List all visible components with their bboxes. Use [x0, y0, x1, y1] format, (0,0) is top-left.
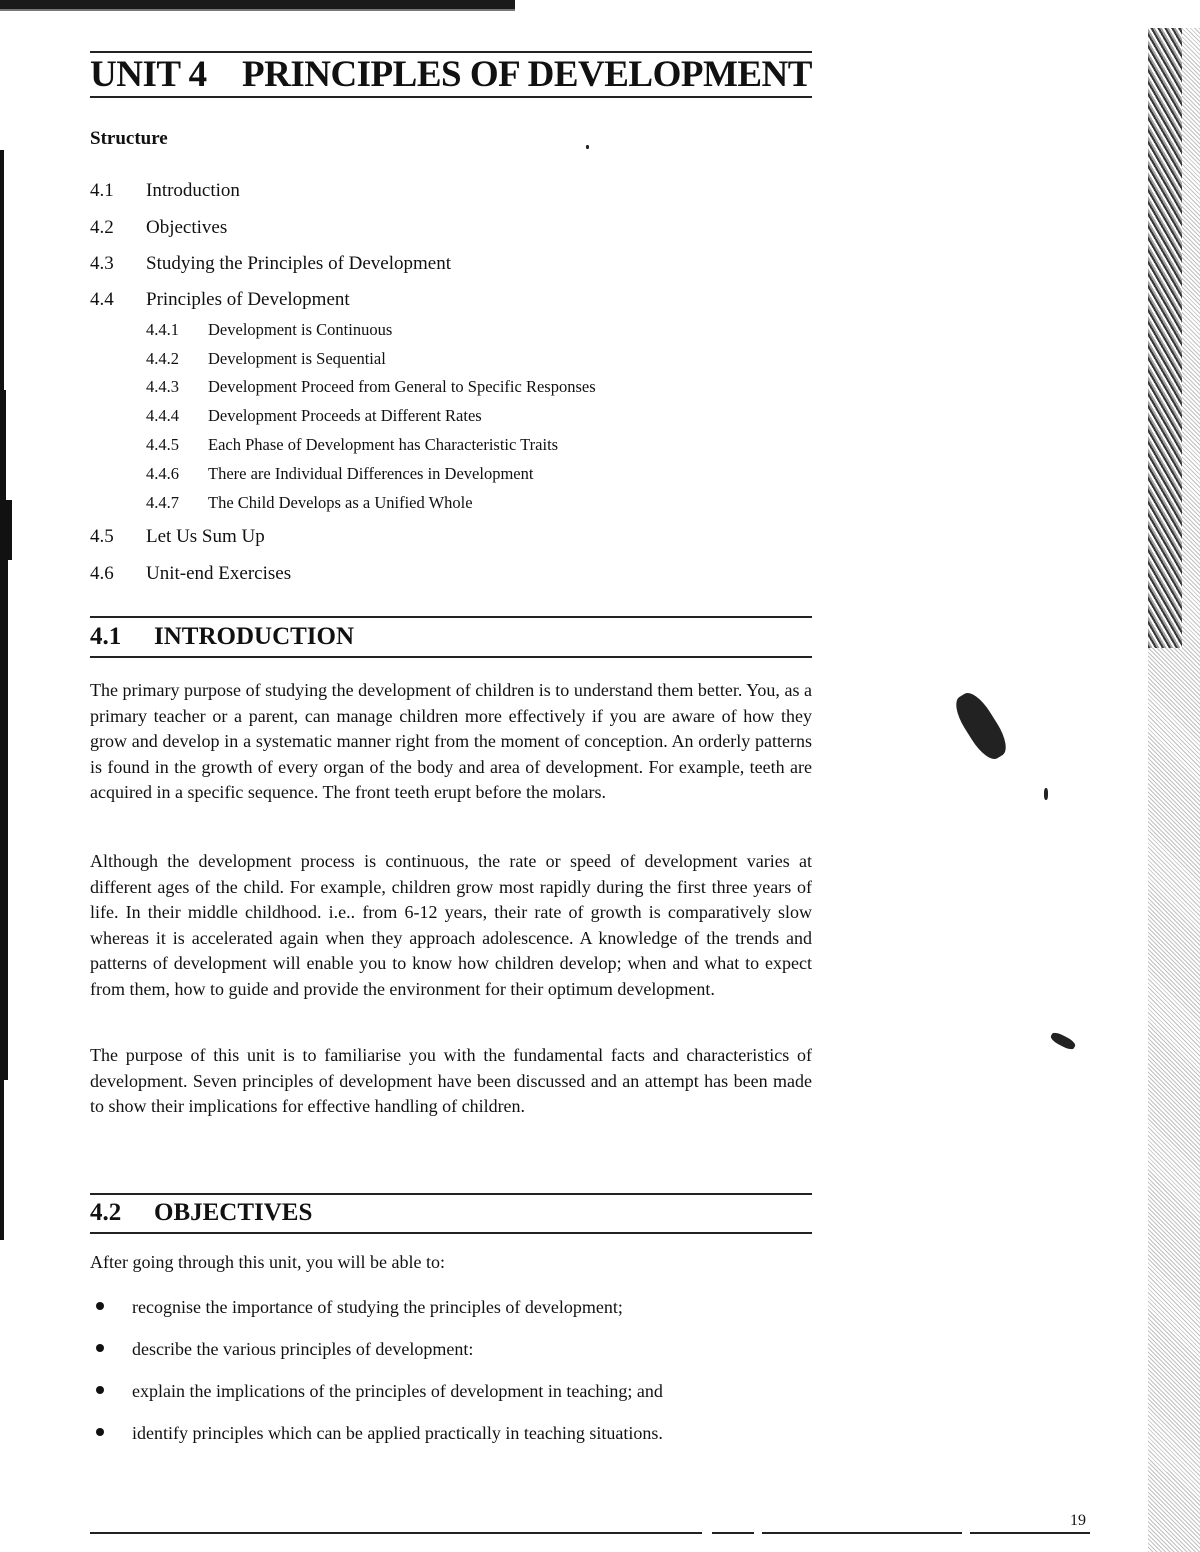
unit-title-text: PRINCIPLES OF DEVELOPMENT: [242, 54, 812, 95]
section-number: 4.1: [90, 623, 122, 650]
list-item-text: identify principles which can be applied practically in teaching situations.: [132, 1423, 663, 1443]
toc-subitem-label: There are Individual Differences in Development: [208, 464, 534, 483]
toc-item-label: Let Us Sum Up: [146, 526, 265, 547]
toc-subitem-number: 4.4.4: [146, 406, 179, 425]
toc-subitem-label: The Child Develops as a Unified Whole: [208, 493, 473, 512]
section-number: 4.2: [90, 1199, 122, 1226]
section-title: OBJECTIVES: [154, 1199, 313, 1226]
toc-item-number: 4.5: [90, 526, 114, 547]
section-top-rule: [90, 616, 812, 618]
toc-item-label: Studying the Principles of Development: [146, 253, 452, 274]
objectives-lead: After going through this unit, you will be able to:: [90, 1252, 445, 1272]
toc-item-label: Unit-end Exercises: [146, 563, 292, 584]
section-heading-objectives: [90, 1199, 312, 1227]
intro-paragraph: Although the development process is continuous, the rate or speed of development varies at different ages of the child. For example, children grow most rapidly during the first three years of life. In their middle childhood. i.e.. from 6-12 years, their rate of growth is comparatively slow whereas it is accelerated again when they approach adolescence. A knowledge of the trends and patterns of development will enable you to know how children develop; when and what to expect from them, how to guide and provide the environment for their optimum development.: [90, 851, 812, 999]
scan-speck: [586, 145, 589, 149]
intro-paragraph: The primary purpose of studying the development of children is to understand them better. You, as a primary teacher or a parent, can manage children more effectively if you are aware of how they grow and develop in a systematic manner right from the moment of conception. An orderly patterns is found in the growth of every organ of the body and area of development. For example, teeth are acquired in a specific sequence. The front teeth erupt before the molars.: [90, 680, 812, 803]
title-bottom-rule: [90, 96, 812, 98]
section-bottom-rule: [90, 656, 812, 658]
list-item: [90, 1420, 812, 1462]
list-item-text: recognise the importance of studying the principles of development;: [132, 1297, 623, 1317]
list-item-text: describe the various principles of development:: [132, 1339, 474, 1359]
list-item-text: explain the implications of the principles of development in teaching; and: [132, 1381, 663, 1401]
toc-subitem-number: 4.4.7: [146, 493, 179, 512]
scan-speck: [949, 688, 1013, 765]
toc-item-label: Objectives: [146, 217, 228, 238]
scan-right-edge: [1148, 28, 1200, 1552]
bullet-icon: [96, 1428, 104, 1436]
page-number: 19: [1070, 1512, 1086, 1529]
intro-paragraph: The purpose of this unit is to familiarise you with the fundamental facts and characteristics of development. Seven principles of development have been discussed and an attempt has been made to show their implications for effective handling of children.: [90, 1045, 812, 1117]
toc-subitem-label: Development Proceeds at Different Rates: [208, 406, 482, 425]
list-item: [90, 1336, 812, 1378]
toc-subitem-number: 4.4.1: [146, 320, 179, 339]
section-heading-introduction: [90, 623, 354, 651]
objectives-list: [90, 1294, 812, 1462]
toc-subitem-number: 4.4.3: [146, 377, 179, 396]
section-bottom-rule: [90, 1232, 812, 1234]
structure-heading: Structure: [90, 128, 168, 149]
toc-item-number: 4.4: [90, 289, 114, 310]
toc-item-number: 4.3: [90, 253, 114, 274]
toc-subitem-label: Development is Continuous: [208, 320, 393, 339]
toc-item-label: Introduction: [146, 180, 240, 201]
toc-subitem-number: 4.4.2: [146, 349, 179, 368]
toc-item-label: Principles of Development: [146, 289, 350, 310]
list-item: [90, 1378, 812, 1420]
toc-item-number: 4.6: [90, 563, 114, 584]
list-item: [90, 1294, 812, 1336]
toc-item-number: 4.1: [90, 180, 114, 201]
title-top-rule: [90, 51, 812, 53]
toc-subitem-number: 4.4.5: [146, 435, 179, 454]
toc-subitem-label: Development Proceed from General to Specific Responses: [208, 377, 596, 396]
footer-rule: [90, 1532, 1090, 1534]
scan-left-edge: [0, 140, 14, 1240]
unit-title: [90, 55, 810, 95]
section-title: INTRODUCTION: [154, 623, 355, 650]
bullet-icon: [96, 1344, 104, 1352]
scan-speck: [1044, 788, 1048, 800]
bullet-icon: [96, 1386, 104, 1394]
section-top-rule: [90, 1193, 812, 1195]
unit-number: UNIT 4: [90, 54, 207, 95]
toc-subitem-label: Development is Sequential: [208, 349, 386, 368]
toc-subitem-number: 4.4.6: [146, 464, 179, 483]
scan-top-bar: [0, 0, 515, 9]
toc-subitem-label: Each Phase of Development has Characteristic Traits: [208, 435, 559, 454]
scan-speck: [1049, 1030, 1077, 1051]
toc-item-number: 4.2: [90, 217, 114, 238]
bullet-icon: [96, 1302, 104, 1310]
